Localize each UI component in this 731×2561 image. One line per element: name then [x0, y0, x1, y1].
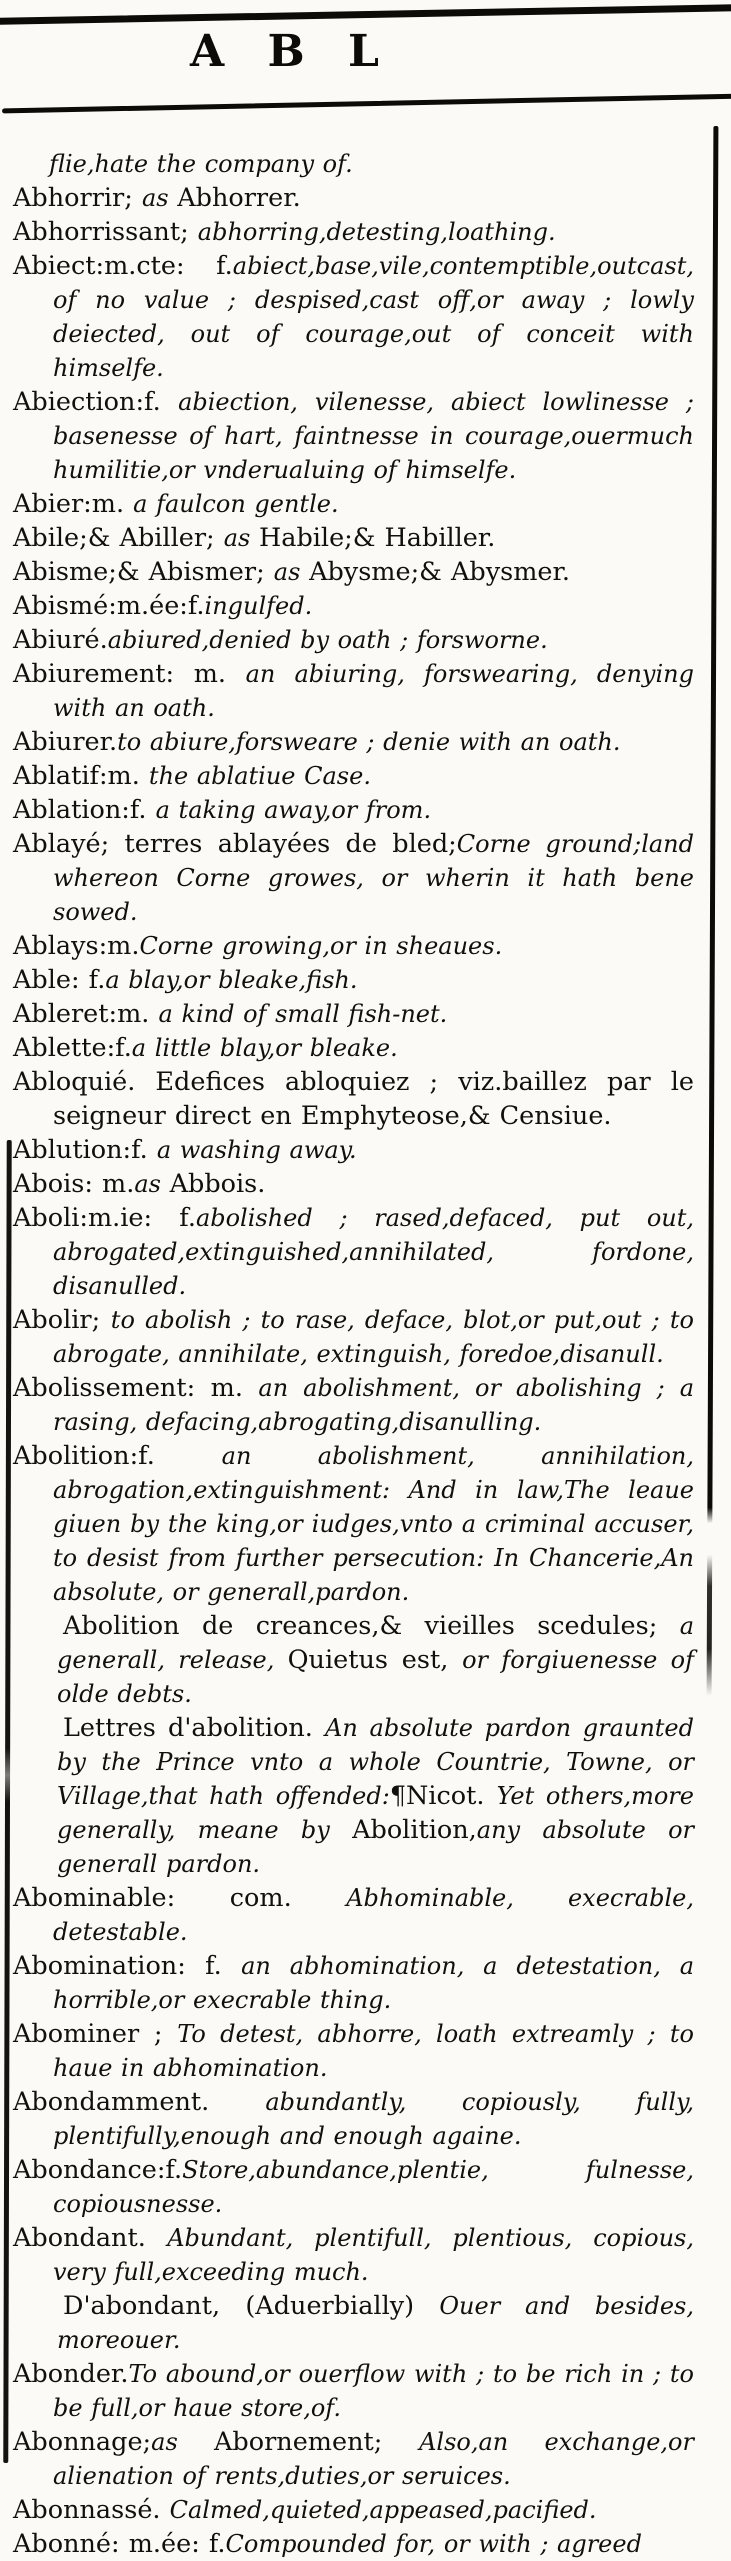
gloss-text: an abolishment, annihilation, abrogation,extinguishment: And in law,The leaue giuen by the king,or iudges,vnto a criminal accuser, to desist from further persecution: In Chancerie,An absolute, or generall,pardon. — [53, 1442, 694, 1606]
gloss-text: abundantly, copiously, fully, plentifully,enough and enough againe. — [53, 2088, 694, 2150]
gloss-text: as — [273, 558, 310, 586]
headword-text: Able: f. — [13, 965, 106, 995]
gloss-text: Corne ground;land whereon Corne growes, or wherin it hath bene sowed. — [53, 830, 694, 926]
gloss-text: abiured,denied by oath ; forsworne. — [107, 626, 548, 654]
headword-text: Abonnassé. — [13, 2495, 170, 2525]
headword-text: Abonnage; — [13, 2427, 152, 2457]
gloss-text: To abound,or ouerflow with ; to be rich in ; to be full,or haue store,of. — [53, 2360, 694, 2422]
headword-text: Abois: m. — [13, 1169, 135, 1199]
dictionary-entry — [13, 997, 694, 1031]
left-page-edge — [3, 1140, 11, 2463]
headword-text: Abile;& Abiller; — [13, 523, 224, 553]
headword-text: Quietus est, — [287, 1645, 463, 1675]
headword-text: Abondance:f. — [13, 2155, 183, 2185]
headword-text: Abonné: m.ée: f. — [13, 2529, 226, 2559]
dictionary-entry — [13, 2153, 694, 2221]
gloss-text: Ouer and besides, moreouer. — [57, 2292, 694, 2354]
dictionary-entry — [13, 623, 694, 657]
gloss-text: a taking away,or from. — [155, 796, 432, 824]
headword-text: Abiurer. — [13, 727, 118, 757]
gloss-text: as — [151, 2428, 215, 2456]
headword-text: Abolissement: m. — [13, 1373, 259, 1403]
dictionary-entry — [13, 181, 694, 215]
headword-text: Ablation:f. — [13, 795, 156, 825]
gloss-text: Compounded for, or with ; agreed — [225, 2530, 642, 2558]
headword-text: Abolition de creances,& vieilles scedules; — [63, 1611, 680, 1641]
headword-text: Abhorrir; — [13, 183, 142, 213]
dictionary-entry — [13, 963, 694, 997]
dictionary-entry — [13, 1031, 694, 1065]
headword-text: Abornement; — [214, 2427, 420, 2457]
dictionary-entry — [13, 521, 694, 555]
entry-list — [13, 147, 694, 2561]
headword-text: Abhorrissant; — [13, 217, 198, 247]
gloss-text: a washing away. — [156, 1136, 357, 1164]
gloss-text: to abolish ; to rase, deface, blot,or put,out ; to abrogate, annihilate, extinguish, foredoe,disanull. — [53, 1306, 694, 1368]
gloss-text: the ablatiue Case. — [148, 762, 371, 790]
dictionary-entry — [13, 1949, 694, 2017]
gloss-text: Store,abundance,plentie, fulnesse, copiousnesse. — [53, 2156, 694, 2218]
headword-text: Ablette:f. — [13, 1033, 132, 1063]
headword-text: Lettres d'abolition. — [63, 1713, 326, 1743]
dictionary-entry — [13, 249, 694, 385]
gloss-text: or forgiuenesse of olde debts. — [57, 1646, 695, 1708]
headword-text: Abismé:m.ée:f. — [13, 591, 205, 621]
headword-text: Abondamment. — [13, 2087, 266, 2117]
headword-text: Abiection:f. — [13, 387, 179, 417]
dictionary-entry — [13, 2425, 694, 2493]
gloss-text: Calmed,quieted,appeased,pacified. — [169, 2496, 597, 2524]
gloss-text: abolished ; rased,defaced, put out, abrogated,extinguished,annihilated, fordone, disanulled. — [53, 1204, 694, 1300]
dictionary-entry — [13, 1881, 694, 1949]
dictionary-entry — [13, 487, 694, 521]
headword-text: Abhorrer. — [177, 183, 301, 213]
dictionary-entry — [13, 929, 694, 963]
gloss-text: Yet others,more generally, meane by — [57, 1782, 694, 1844]
dictionary-entry — [13, 1711, 694, 1881]
dictionary-entry — [13, 2527, 694, 2561]
gloss-text: to abiure,forsweare ; denie with an oath. — [117, 728, 621, 756]
headword-text: Abominer ; — [13, 2019, 178, 2049]
dictionary-entry — [13, 725, 694, 759]
gloss-text: a blay,or bleake,fish. — [105, 966, 358, 994]
gloss-text: An absolute pardon graunted by the Prince vnto a whole Countrie, Towne, or Village,that hath offended: — [57, 1714, 694, 1810]
dictionary-entry — [13, 1303, 694, 1371]
headword-text: Ablatif:m. — [13, 761, 149, 791]
gloss-text: abhorring,detesting,loathing. — [197, 218, 556, 246]
headword-text: ¶Nicot. — [389, 1781, 497, 1811]
headword-text: Abonder. — [13, 2359, 129, 2389]
gloss-text: Abhominable, execrable, detestable. — [53, 1884, 694, 1946]
gloss-text: Abundant, plentifull, plentious, copious, very full,exceeding much. — [53, 2224, 694, 2286]
headword-text: Abolition, — [352, 1815, 477, 1845]
dictionary-entry — [13, 657, 694, 725]
headword-text: Abier:m. — [13, 489, 134, 519]
gloss-text: a kind of small fish-net. — [158, 1000, 448, 1028]
dictionary-entry — [13, 2289, 694, 2357]
headword-text: Abiect:m.cte: f. — [13, 251, 233, 281]
gloss-text: as — [223, 524, 259, 552]
gloss-text: an abiuring, forswearing, denying with an oath. — [53, 660, 694, 722]
dictionary-entry — [13, 2357, 694, 2425]
gloss-text: an abolishment, or abolishing ; a rasing, defacing,abrogating,disanulling. — [53, 1374, 695, 1436]
dictionary-entry — [13, 827, 694, 929]
gloss-text: To detest, abhorre, loath extreamly ; to haue in abhomination. — [53, 2020, 694, 2082]
dictionary-entry — [13, 1133, 694, 1167]
dictionary-entry — [13, 793, 694, 827]
gloss-text: any absolute or generall pardon. — [57, 1816, 694, 1878]
gloss-text: a faulcon gentle. — [133, 490, 339, 518]
dictionary-entry — [13, 385, 694, 487]
headword-text: Abominable: com. — [13, 1883, 347, 1913]
dictionary-entry — [13, 759, 694, 793]
gloss-text: ingulfed. — [204, 592, 313, 620]
headword-text: Abiurement: m. — [13, 659, 246, 689]
dictionary-entry — [13, 1439, 694, 1609]
running-head: A B L — [190, 26, 393, 77]
headword-text: Abondant. — [13, 2223, 168, 2253]
dictionary-entry — [13, 2017, 694, 2085]
gloss-text: abiect,base,vile,contemptible,outcast, of no value ; despised,cast off,or away ; lowly deiected, out of courage,out of conceit with himselfe. — [53, 252, 694, 382]
headword-text: Abolir; — [13, 1305, 111, 1335]
gloss-text: a little blay,or bleake. — [131, 1034, 398, 1062]
dictionary-entry — [13, 1371, 694, 1439]
headword-text: Ablution:f. — [13, 1135, 157, 1165]
gloss-text: as — [134, 1170, 170, 1198]
dictionary-entry — [13, 147, 694, 181]
dictionary-entry — [13, 215, 694, 249]
headword-text: Ablayé; terres ablayées de bled; — [13, 829, 457, 859]
gloss-text: flie,hate the company of. — [49, 150, 353, 178]
dictionary-entry — [13, 589, 694, 623]
dictionary-entry — [13, 1065, 694, 1133]
dictionary-entry — [13, 1167, 694, 1201]
headword-text: Abolition:f. — [13, 1441, 222, 1471]
dictionary-entry — [13, 1609, 694, 1711]
dictionary-entry — [13, 1201, 694, 1303]
headword-text: Abisme;& Abismer; — [13, 557, 274, 587]
gloss-text: a generall, release, — [57, 1612, 694, 1674]
headword-text: Habile;& Habiller. — [259, 523, 496, 553]
right-margin-rule — [707, 126, 719, 1696]
headword-text: Ableret:m. — [13, 999, 159, 1029]
gloss-text: abiection, vilenesse, abiect lowlinesse ; basenesse of hart, faintnesse in courage,ouermuch humilitie,or vnderualuing of himselfe. — [53, 388, 695, 484]
header-divider-rule — [2, 94, 731, 114]
headword-text: Abiuré. — [13, 625, 108, 655]
headword-text: Ablays:m. — [13, 931, 140, 961]
top-border-rule — [0, 4, 731, 25]
headword-text: D'abondant, (Aduerbially) — [63, 2291, 440, 2321]
headword-text: Abomination: f. — [13, 1951, 242, 1981]
headword-text: Abbois. — [169, 1169, 266, 1199]
dictionary-entry — [13, 2493, 694, 2527]
headword-text: Aboli:m.ie: f. — [13, 1203, 196, 1233]
gloss-text: an abhomination, a detestation, a horrible,or execrable thing. — [53, 1952, 694, 2014]
gloss-text: Corne growing,or in sheaues. — [139, 932, 503, 960]
headword-text: Abysme;& Abysmer. — [309, 557, 570, 587]
gloss-text: as — [141, 184, 178, 212]
dictionary-entry — [13, 2085, 694, 2153]
dictionary-entry — [13, 2221, 694, 2289]
gloss-text: Also,an exchange,or alienation of rents,duties,or seruices. — [53, 2428, 694, 2490]
dictionary-entry — [13, 555, 694, 589]
headword-text: Abloquié. Edefices abloquiez ; viz.baillez par le seigneur direct en Emphyteose,& Censiue. — [13, 1067, 694, 1131]
